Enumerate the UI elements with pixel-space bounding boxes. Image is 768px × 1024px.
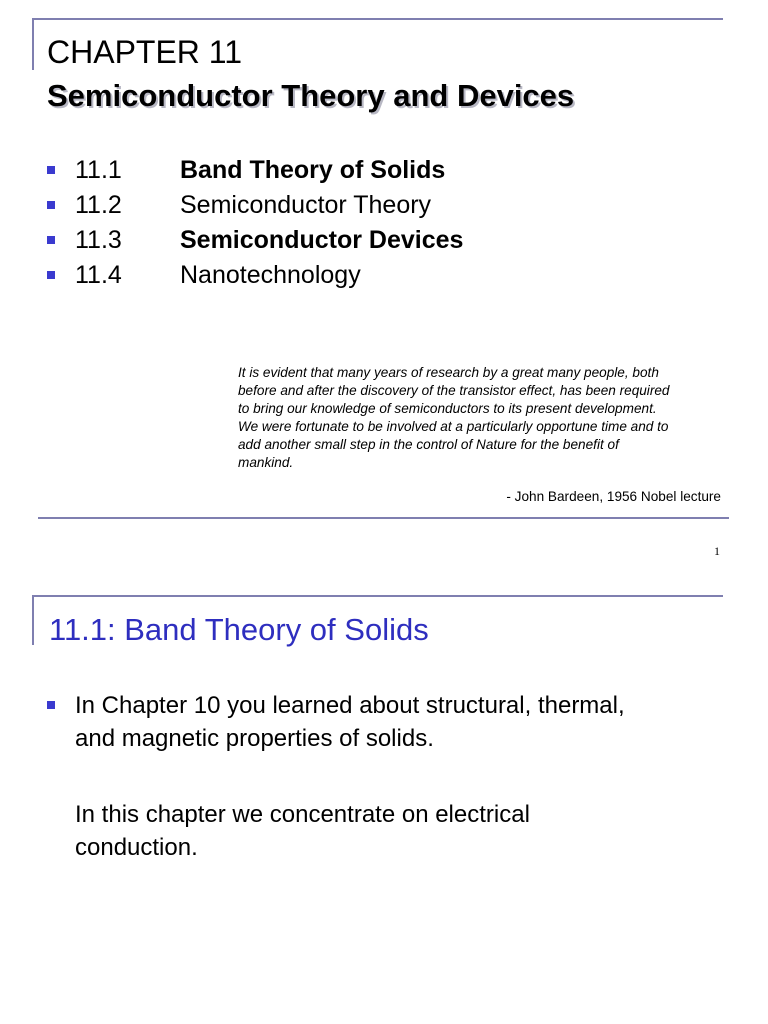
quote-line: It is evident that many years of research by a great many people, both: [238, 365, 659, 380]
quote-line: before and after the discovery of the transistor effect, has been required: [238, 383, 670, 398]
toc-number: 11.1: [75, 156, 122, 184]
toc-title: Band Theory of Solids: [180, 156, 446, 184]
slide-2-top-rule: [32, 595, 723, 597]
paragraph-line: In Chapter 10 you learned about structural, thermal,: [75, 692, 625, 719]
quote-line: to bring our knowledge of semiconductors to its present development.: [238, 401, 657, 416]
toc-number: 11.4: [75, 261, 122, 289]
square-bullet-icon: [47, 271, 55, 279]
toc-title: Nanotechnology: [180, 261, 361, 289]
paragraph-line: conduction.: [75, 834, 198, 861]
square-bullet-icon: [47, 201, 55, 209]
toc-number: 11.3: [75, 226, 122, 254]
slide-1-left-rule: [32, 18, 34, 70]
square-bullet-icon: [47, 701, 55, 709]
chapter-label: CHAPTER 11: [47, 34, 243, 70]
quote-line: mankind.: [238, 455, 294, 470]
section-title: 11.1: Band Theory of Solids: [49, 612, 429, 647]
square-bullet-icon: [47, 166, 55, 174]
slide-1-top-rule: [32, 18, 723, 20]
paragraph-electrical-conduction: [75, 798, 530, 864]
chapter-title: Semiconductor Theory and Devices: [47, 78, 575, 113]
paragraph-line: and magnetic properties of solids.: [75, 725, 434, 752]
bardeen-quote: [238, 364, 728, 472]
slide-1-bottom-rule: [38, 517, 729, 519]
toc-title: Semiconductor Devices: [180, 226, 464, 254]
paragraph-chapter-10: [75, 689, 625, 755]
quote-attribution: - John Bardeen, 1956 Nobel lecture: [506, 489, 721, 504]
square-bullet-icon: [47, 236, 55, 244]
slide-2-left-rule: [32, 595, 34, 645]
toc-title: Semiconductor Theory: [180, 191, 432, 219]
quote-line: We were fortunate to be involved at a particularly opportune time and to: [238, 419, 669, 434]
quote-line: add another small step in the control of Nature for the benefit of: [238, 437, 619, 452]
toc-number: 11.2: [75, 191, 122, 219]
page-number: 1: [714, 544, 720, 558]
paragraph-line: In this chapter we concentrate on electrical: [75, 801, 530, 828]
